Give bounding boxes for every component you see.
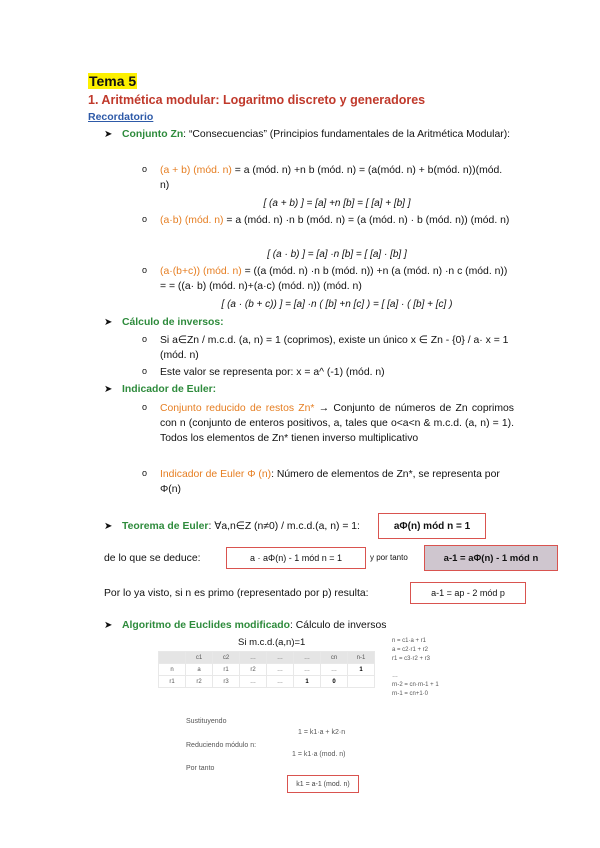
list-item: Conjunto reducido de restos Zn* → Conjunto de números de Zn coprimos con n (conjunto de enteros positivos, a, tales que o<a<n & m.c.d. (a, n) = 1). Todos los elementos de Zn* tienen inverso multiplicativo: [160, 403, 514, 444]
side-equations: n = c1·a + r1 a = c2·r1 + r2 r1 = c3·r2 + r3 … rn-2 = cn·rn-1 + 1 rn-1 = cn+1·0: [392, 638, 439, 697]
euler-box-1: aΦ(n) mód n = 1: [378, 513, 486, 539]
sustituyendo-label: Sustituyendo: [186, 718, 227, 725]
formula: [ (a · b) ] = [a] ·n [b] = [ [a] · [b] ]: [267, 249, 407, 260]
euclides-table: c1 c2 … … … cn n-1 n a r1 r2 … … … 1 r1 r2 r3 … … 1 0: [158, 651, 375, 688]
reduciendo-label: Reduciendo módulo n:: [186, 742, 257, 749]
formula: [ (a + b) ] = [a] +n [b] = [ [a] + [b] ]: [263, 198, 411, 209]
circle-bullet-icon: o: [142, 334, 148, 344]
sustituyendo-eq: 1 = k1·a + k2·n: [298, 729, 346, 736]
list-item: Indicador de Euler Φ (n): Número de elementos de Zn*, se representa por Φ(n): [160, 469, 500, 495]
circle-bullet-icon: o: [142, 468, 148, 478]
result-box: k1 = a-1 (mod. n): [287, 775, 359, 793]
teorema-text: Teorema de Euler: ∀a,n∈Z (n≠0) / m.c.d.(a, n) = 1:: [122, 521, 360, 532]
circle-bullet-icon: o: [142, 366, 148, 376]
formula: [ (a · (b + c)) ] = [a] ·n ( [b] +n [c] ) = [ [a] · ( [b] + [c] ): [221, 299, 453, 310]
euler-label: Indicador de Euler:: [122, 384, 217, 395]
section-heading: 1. Aritmética modular: Logaritmo discreto y generadores: [88, 93, 426, 107]
list-item: (a·b) (mód. n) = a (mód. n) ·n b (mód. n) = (a (mód. n) · b (mód. n)) (mód. n): [160, 215, 510, 226]
arrow-bullet-icon: ➤: [104, 521, 113, 532]
euclides-text: Algoritmo de Euclides modificado: Cálculo de inversos: [122, 620, 387, 631]
euler-box-3: a-1 = aΦ(n) - 1 mód n: [424, 545, 558, 571]
arrow-bullet-icon: ➤: [104, 620, 113, 631]
circle-bullet-icon: o: [142, 265, 148, 275]
euclides-caption: Si m.c.d.(a,n)=1: [238, 637, 306, 648]
conjunto-zn-intro: Conjunto Zn: “Consecuencias” (Principios fundamentales de la Aritmética Modular):: [122, 129, 511, 140]
arrow-bullet-icon: ➤: [104, 384, 113, 395]
page-title: Tema 5: [89, 73, 137, 89]
portanto-text: y por tanto: [370, 553, 408, 562]
list-item: (a·(b+c)) (mód. n) = ((a (mód. n) ·n b (mód. n)) +n (a (mód. n) ·n c (mód. n)) = = ((a· b) (mód. n)+(a·c) (mód. n)) (mód. n): [160, 266, 508, 292]
arrow-bullet-icon: ➤: [104, 129, 113, 140]
deduce-text: de lo que se deduce:: [104, 553, 201, 564]
list-item: Este valor se representa por: x = a^ (-1) (mód. n): [160, 367, 385, 378]
reduciendo-eq: 1 = k1·a (mod. n): [292, 751, 346, 758]
circle-bullet-icon: o: [142, 214, 148, 224]
arrow-bullet-icon: ➤: [104, 317, 113, 328]
primo-text: Por lo ya visto, si n es primo (representado por p) resulta:: [104, 588, 369, 599]
inversos-label: Cálculo de inversos:: [122, 317, 224, 328]
euler-box-4: a-1 = ap - 2 mód p: [410, 582, 526, 604]
recordatorio-link[interactable]: Recordatorio: [88, 111, 154, 123]
portanto-label: Por tanto: [186, 765, 215, 772]
euler-box-2: a · aΦ(n) - 1 mód n = 1: [226, 547, 366, 569]
circle-bullet-icon: o: [142, 164, 148, 174]
list-item: Si a∈Zn / m.c.d. (a, n) = 1 (coprimos), existe un único x ∈ Zn - {0} / a· x = 1 (mód. n): [160, 335, 509, 361]
list-item: (a + b) (mód. n) = a (mód. n) +n b (mód. n) = (a(mód. n) + b(mód. n))(mód. n): [160, 165, 503, 191]
circle-bullet-icon: o: [142, 402, 148, 412]
